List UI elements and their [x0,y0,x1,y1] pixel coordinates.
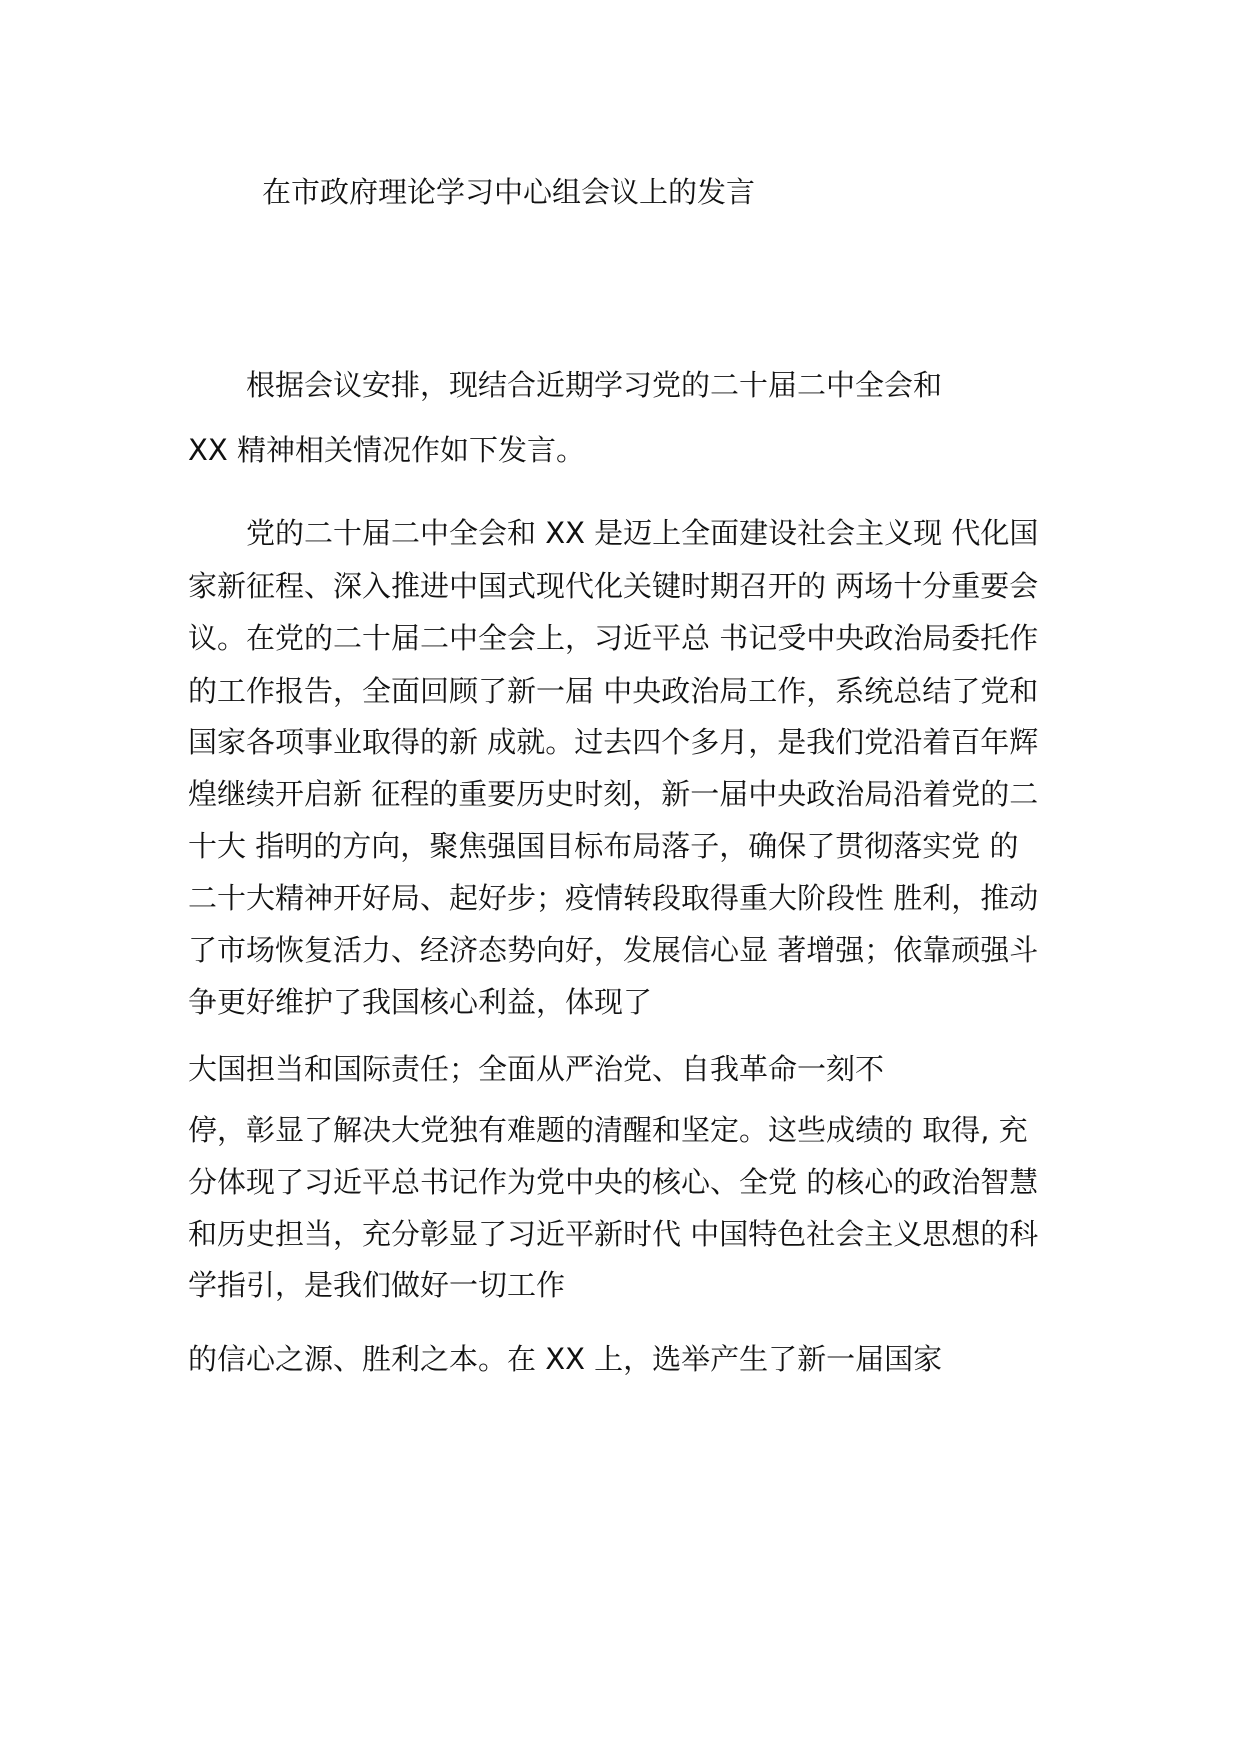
paragraph-line: 二十大精神开好局、起好步；疫情转段取得重大阶段性 胜利，推动 [188,881,1039,915]
paragraph-line: 煌继续开启新 征程的重要历史时刻，新一届中央政治局沿着党的二 [188,777,1039,811]
paragraph-line: 了市场恢复活力、经济态势向好，发展信心显 著增强；依靠顽强斗 [188,933,1039,967]
paragraph-line: 分体现了习近平总书记作为党中央的核心、全党 的核心的政治智慧 [188,1165,1039,1199]
paragraph-line: 学指引，是我们做好一切工作 [188,1268,566,1302]
paragraph-line: 停，彰显了解决大党独有难题的清醒和坚定。这些成绩的 取得, 充 [188,1113,1028,1147]
paragraph-line: 家新征程、深入推进中国式现代化关键时期召开的 两场十分重要会 [188,569,1039,603]
paragraph-line: 和历史担当，充分彰显了习近平新时代 中国特色社会主义思想的科 [188,1217,1039,1251]
paragraph-line: 十大 指明的方向，聚焦强国目标布局落子，确保了贯彻落实党 的 [188,829,1019,863]
document-title: 在市政府理论学习中心组会议上的发言 [262,175,756,209]
paragraph-line: 的信心之源、胜利之本。在 XX 上，选举产生了新一届国家 [188,1342,943,1376]
paragraph-line: 大国担当和国际责任；全面从严治党、自我革命一刻不 [188,1052,885,1086]
paragraph-line: XX 精神相关情况作如下发言。 [188,433,585,467]
paragraph-line: 争更好维护了我国核心利益，体现了 [188,985,653,1019]
paragraph-line: 根据会议安排，现结合近期学习党的二十届二中全会和 [246,368,943,402]
paragraph-line: 的工作报告，全面回顾了新一届 中央政治局工作，系统总结了党和 [188,674,1039,708]
paragraph-line: 议。在党的二十届二中全会上，习近平总 书记受中央政治局委托作 [188,621,1039,655]
paragraph-line: 国家各项事业取得的新 成就。过去四个多月，是我们党沿着百年辉 [188,725,1039,759]
paragraph-line: 党的二十届二中全会和 XX 是迈上全面建设社会主义现 代化国 [246,516,1039,550]
